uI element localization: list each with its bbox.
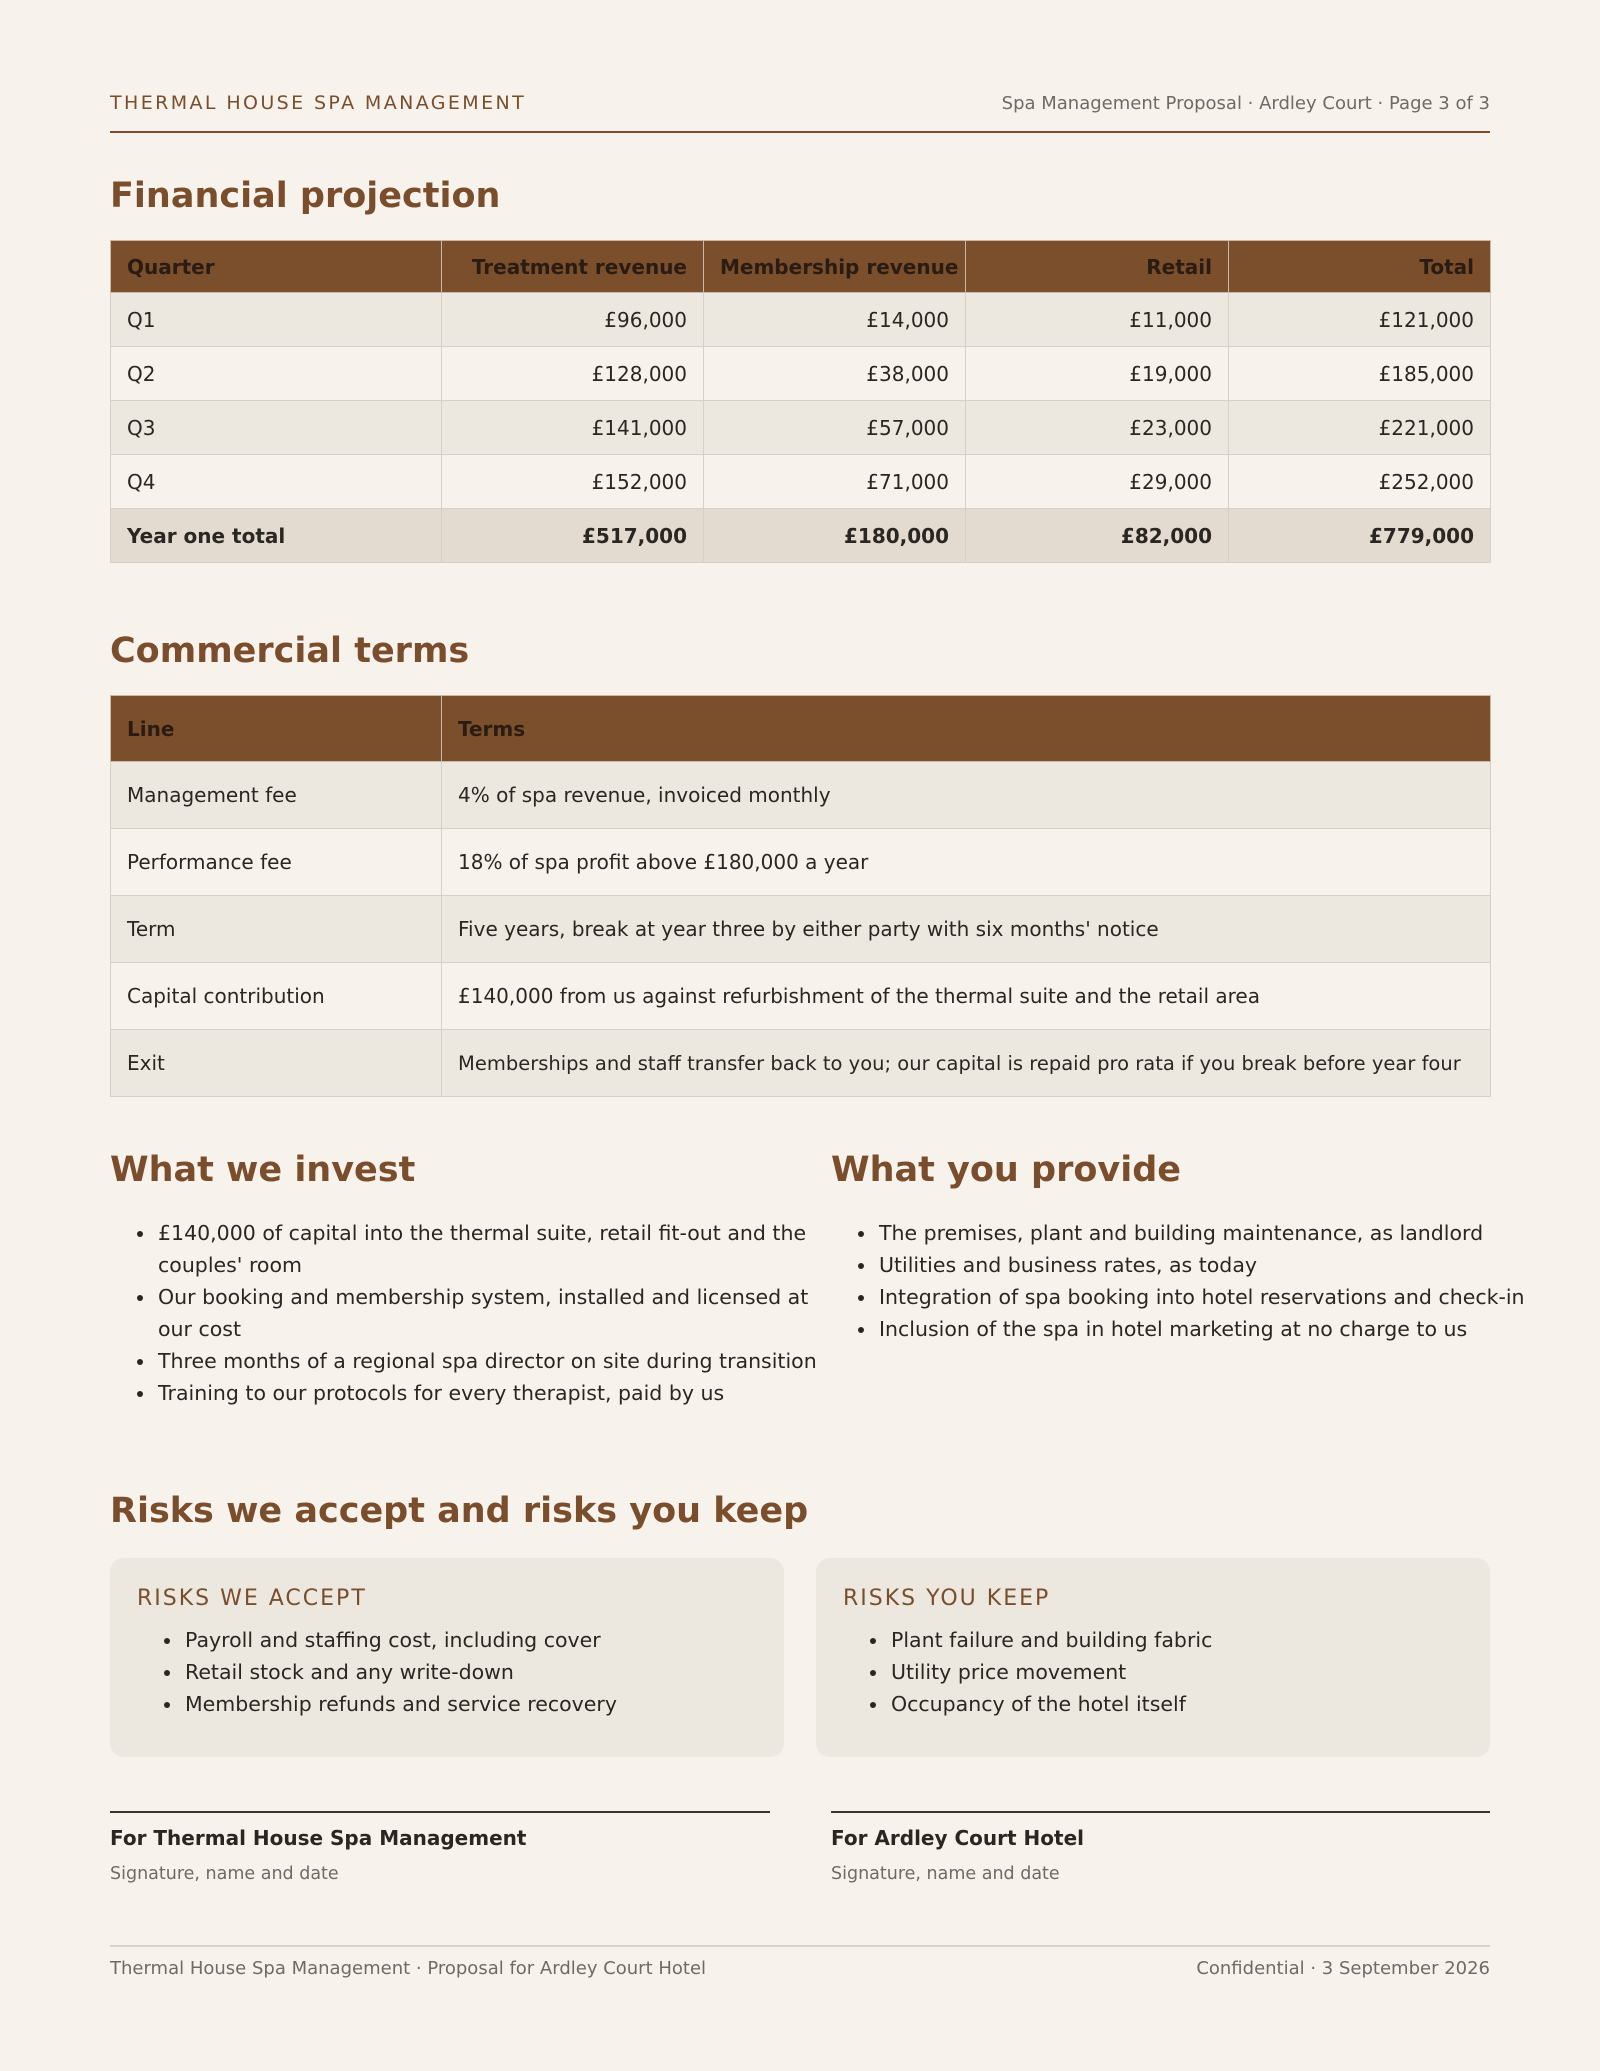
- what-we-invest-heading: What we invest: [110, 1150, 416, 1190]
- value-cell: £221,000: [1229, 401, 1491, 455]
- total-row: [111, 509, 1491, 563]
- list-item: • Utility price movement: [889, 1656, 1529, 1688]
- provide-list: [831, 1217, 1600, 1345]
- total-cell: £517,000: [442, 509, 704, 563]
- list-item: • Utilities and business rates, as today: [877, 1249, 1600, 1281]
- term-line: Management fee: [111, 762, 442, 829]
- term-line: Term: [111, 896, 442, 963]
- column-header: Line: [111, 696, 442, 762]
- signatory-name: For Thermal House Spa Management: [110, 1826, 527, 1850]
- quarter-cell: Q2: [111, 347, 442, 401]
- value-cell: £19,000: [966, 347, 1229, 401]
- table-row: [111, 896, 1491, 963]
- risks-we-accept-list: [137, 1624, 823, 1720]
- table-row: [111, 762, 1491, 829]
- invest-list: [110, 1217, 846, 1409]
- quarter-cell: Q4: [111, 455, 442, 509]
- risks-we-accept-title: RISKS WE ACCEPT: [137, 1586, 367, 1611]
- term-detail: 4% of spa revenue, invoiced monthly: [442, 762, 1491, 829]
- term-detail: £140,000 from us against refurbishment of the thermal suite and the retail area: [442, 963, 1491, 1030]
- footer-right: Confidential · 3 September 2026: [1196, 1958, 1490, 1979]
- value-cell: £57,000: [704, 401, 966, 455]
- list-item: • Occupancy of the hotel itself: [889, 1688, 1529, 1720]
- signature-caption: Signature, name and date: [831, 1864, 1060, 1884]
- table-row: [111, 829, 1491, 896]
- header-divider: [110, 131, 1490, 133]
- quarter-cell: Q3: [111, 401, 442, 455]
- term-line: Exit: [111, 1030, 442, 1097]
- list-item: • Our booking and membership system, installed and licensed at our cost: [156, 1281, 846, 1345]
- total-cell: £180,000: [704, 509, 966, 563]
- value-cell: £185,000: [1229, 347, 1491, 401]
- signature-line: [831, 1811, 1490, 1813]
- footer-divider: [110, 1945, 1490, 1947]
- signature-line: [110, 1811, 770, 1813]
- list-item: • Retail stock and any write-down: [183, 1656, 823, 1688]
- value-cell: £38,000: [704, 347, 966, 401]
- total-cell: £779,000: [1229, 509, 1491, 563]
- value-cell: £11,000: [966, 293, 1229, 347]
- term-line: Performance fee: [111, 829, 442, 896]
- value-cell: £14,000: [704, 293, 966, 347]
- brand-name: THERMAL HOUSE SPA MANAGEMENT: [110, 92, 527, 114]
- total-label: Year one total: [111, 509, 442, 563]
- signature-caption: Signature, name and date: [110, 1864, 339, 1884]
- value-cell: £71,000: [704, 455, 966, 509]
- table-row: [111, 347, 1491, 401]
- term-detail: 18% of spa profit above £180,000 a year: [442, 829, 1491, 896]
- what-you-provide-heading: What you provide: [831, 1150, 1181, 1190]
- financial-projection-heading: Financial projection: [110, 176, 501, 216]
- value-cell: £128,000: [442, 347, 704, 401]
- value-cell: £29,000: [966, 455, 1229, 509]
- list-item: • Training to our protocols for every therapist, paid by us: [156, 1377, 846, 1409]
- list-item: • Integration of spa booking into hotel reservations and check-in: [877, 1281, 1600, 1313]
- column-header: Quarter: [111, 241, 442, 293]
- commercial-terms-heading: Commercial terms: [110, 631, 470, 671]
- value-cell: £141,000: [442, 401, 704, 455]
- table-header-row: [111, 696, 1491, 762]
- value-cell: £23,000: [966, 401, 1229, 455]
- column-header: Membership revenue: [704, 241, 966, 293]
- risks-we-accept-box: [110, 1558, 784, 1757]
- table-row: [111, 401, 1491, 455]
- quarter-cell: Q1: [111, 293, 442, 347]
- risks-you-keep-title: RISKS YOU KEEP: [843, 1586, 1051, 1611]
- document-reference: Spa Management Proposal · Ardley Court · Page 3 of 3: [1001, 93, 1490, 114]
- list-item: • £140,000 of capital into the thermal suite, retail fit-out and the couples' room: [156, 1217, 846, 1281]
- list-item: • Payroll and staffing cost, including cover: [183, 1624, 823, 1656]
- term-detail: Memberships and staff transfer back to you; our capital is repaid pro rata if you break before year four: [442, 1030, 1491, 1097]
- table-row: [111, 293, 1491, 347]
- term-line: Capital contribution: [111, 963, 442, 1030]
- commercial-terms-table: [110, 695, 1491, 1097]
- value-cell: £252,000: [1229, 455, 1491, 509]
- list-item: • Inclusion of the spa in hotel marketing at no charge to us: [877, 1313, 1600, 1345]
- value-cell: £152,000: [442, 455, 704, 509]
- risks-you-keep-list: [843, 1624, 1529, 1720]
- table-row: [111, 455, 1491, 509]
- column-header: Treatment revenue: [442, 241, 704, 293]
- financial-projection-table: [110, 240, 1491, 563]
- footer-left: Thermal House Spa Management · Proposal for Ardley Court Hotel: [110, 1958, 707, 1979]
- list-item: • Plant failure and building fabric: [889, 1624, 1529, 1656]
- list-item: • The premises, plant and building maintenance, as landlord: [877, 1217, 1600, 1249]
- value-cell: £96,000: [442, 293, 704, 347]
- table-row: [111, 1030, 1491, 1097]
- risks-you-keep-box: [816, 1558, 1490, 1757]
- list-item: • Three months of a regional spa director on site during transition: [156, 1345, 846, 1377]
- table-row: [111, 963, 1491, 1030]
- column-header: Terms: [442, 696, 1491, 762]
- column-header: Total: [1229, 241, 1491, 293]
- signatory-name: For Ardley Court Hotel: [831, 1826, 1084, 1850]
- risks-heading: Risks we accept and risks you keep: [110, 1491, 809, 1531]
- term-detail: Five years, break at year three by either party with six months' notice: [442, 896, 1491, 963]
- column-header: Retail: [966, 241, 1229, 293]
- total-cell: £82,000: [966, 509, 1229, 563]
- value-cell: £121,000: [1229, 293, 1491, 347]
- list-item: • Membership refunds and service recovery: [183, 1688, 823, 1720]
- table-header-row: [111, 241, 1491, 293]
